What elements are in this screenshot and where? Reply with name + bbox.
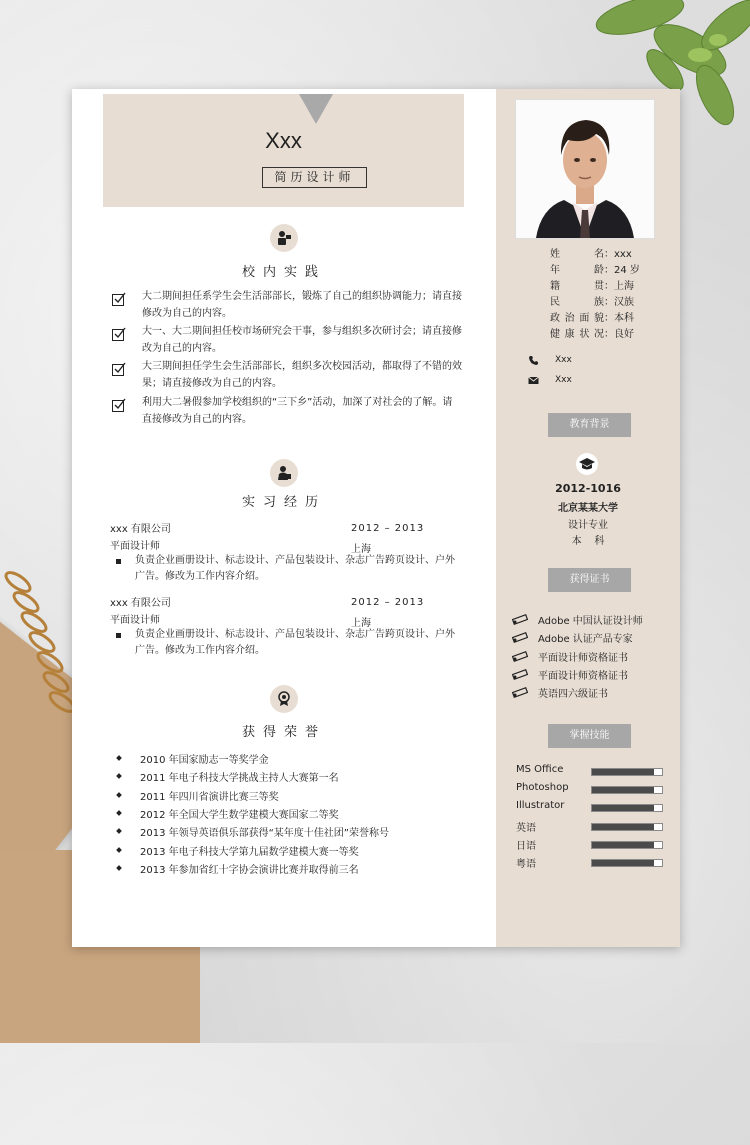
skill-bar — [591, 786, 663, 794]
portrait-image — [516, 100, 654, 238]
job-date: 2012 – 2013 — [351, 597, 425, 608]
honor-text: 2013 年领导英语俱乐部获得“某年度十佳社团”荣誉称号 — [140, 828, 389, 839]
profile-photo — [515, 99, 655, 239]
internship-icon — [270, 459, 298, 487]
candidate-name: Xxx — [265, 128, 302, 153]
phone-value: Xxx — [555, 355, 572, 365]
practice-text: 大一、大二期间担任校市场研究会干事，参与组织多次研讨会；请直接修改为自己的内容。 — [142, 326, 462, 354]
header-notch-decoration — [299, 94, 333, 124]
skills-heading: 掌握技能 — [548, 724, 631, 748]
info-label: 籍贯 — [550, 281, 604, 292]
certificate-icon — [512, 632, 528, 643]
skill-bar-fill — [592, 787, 654, 793]
honor-text: 2011 年电子科技大学挑战主持人大赛第一名 — [140, 773, 339, 784]
job-title: 简历设计师 — [262, 167, 367, 188]
info-row-ethnicity — [550, 293, 634, 308]
diamond-bullet-icon — [116, 810, 122, 816]
certificate-text: 平面设计师资格证书 — [538, 653, 628, 664]
honor-text: 2013 年参加省红十字协会演讲比赛并取得前三名 — [140, 865, 359, 876]
education-heading: 教育背景 — [548, 413, 631, 437]
skill-bar — [591, 823, 663, 831]
diamond-bullet-icon — [116, 755, 122, 761]
skill-label: 英语 — [516, 823, 536, 834]
company-name: xxx 有限公司 — [110, 598, 171, 609]
education-years: 2012-1016 — [555, 482, 621, 495]
info-label: 政治面貌 — [550, 313, 604, 324]
graduation-cap-icon — [576, 453, 598, 475]
practice-item — [112, 288, 462, 322]
resume-sidebar — [496, 89, 680, 947]
section-title-internship: 实习经历 — [241, 495, 326, 510]
skill-bar-fill — [592, 769, 654, 775]
practice-text: 大二期间担任系学生会生活部部长，锻炼了自己的组织协调能力；请直接修改为自己的内容。 — [142, 291, 462, 319]
certificate-text: 英语四六级证书 — [538, 689, 608, 700]
education-school: 北京某某大学 — [558, 503, 618, 514]
info-label: 健康状况 — [550, 329, 604, 340]
info-value: ：xxx — [604, 249, 632, 260]
skill-bar-fill — [592, 805, 654, 811]
diamond-bullet-icon — [116, 792, 122, 798]
skill-bar — [591, 841, 663, 849]
education-degree: 本 科 — [571, 536, 605, 547]
skill-label: Illustrator — [516, 800, 565, 811]
practice-icon — [270, 224, 298, 252]
diamond-bullet-icon — [116, 865, 122, 871]
info-row-health — [550, 325, 634, 340]
practice-item — [112, 358, 462, 392]
certificate-text: 平面设计师资格证书 — [538, 671, 628, 682]
certificate-icon — [512, 669, 528, 680]
job-role: 平面设计师 — [110, 615, 160, 626]
skill-bar — [591, 804, 663, 812]
skill-label: 日语 — [516, 841, 536, 852]
phone-icon — [528, 355, 539, 366]
job-city: 上海 — [351, 618, 371, 629]
practice-item — [112, 323, 462, 357]
internship-entry — [110, 520, 460, 580]
mail-icon — [528, 375, 539, 386]
resume-header — [103, 94, 464, 207]
practice-text: 大三期间担任学生会生活部部长，组织多次校园活动，都取得了不错的效果；请直接修改为自己的内容。 — [142, 361, 462, 389]
certificates-heading: 获得证书 — [548, 568, 631, 592]
skill-label: 粤语 — [516, 859, 536, 870]
job-date: 2012 – 2013 — [351, 523, 425, 534]
info-value: ：良好 — [604, 329, 634, 340]
job-description: 负责企业画册设计、标志设计、产品包装设计、杂志广告跨页设计、户外广告。修改为工作内容介绍。 — [135, 629, 455, 656]
skill-label: Photoshop — [516, 782, 569, 793]
skill-bar — [591, 768, 663, 776]
job-role: 平面设计师 — [110, 541, 160, 552]
info-row-origin — [550, 277, 634, 292]
info-row-age — [550, 261, 640, 276]
email-value: Xxx — [555, 375, 572, 385]
honor-text: 2012 年全国大学生数学建模大赛国家二等奖 — [140, 810, 339, 821]
diamond-bullet-icon — [116, 773, 122, 779]
skill-label: MS Office — [516, 764, 564, 775]
checkbox-icon — [112, 292, 126, 306]
skill-bar-fill — [592, 824, 654, 830]
info-value: ：汉族 — [604, 297, 634, 308]
resume-page — [72, 89, 680, 947]
notebook-spiral-decoration — [0, 570, 80, 740]
honor-text: 2011 年四川省演讲比赛三等奖 — [140, 792, 279, 803]
skill-bar — [591, 859, 663, 867]
info-label: 姓名 — [550, 249, 604, 260]
honor-text: 2013 年电子科技大学第九届数学建模大赛一等奖 — [140, 847, 359, 858]
job-city: 上海 — [351, 544, 371, 555]
info-value: ：24 岁 — [604, 265, 640, 276]
diamond-bullet-icon — [116, 828, 122, 834]
info-row-political — [550, 309, 634, 324]
bullet-icon — [116, 633, 121, 638]
education-major: 设计专业 — [568, 520, 608, 531]
info-row-name — [550, 245, 632, 260]
job-description: 负责企业画册设计、标志设计、产品包装设计、杂志广告跨页设计、户外广告。修改为工作内容介绍。 — [135, 555, 455, 582]
checkbox-icon — [112, 362, 126, 376]
checkbox-icon — [112, 398, 126, 412]
info-label: 年龄 — [550, 265, 604, 276]
practice-item — [112, 394, 457, 428]
internship-entry — [110, 594, 460, 654]
certificate-icon — [512, 651, 528, 662]
section-title-practice: 校内实践 — [241, 265, 326, 280]
info-value: ：本科 — [604, 313, 634, 324]
company-name: xxx 有限公司 — [110, 524, 171, 535]
practice-text: 利用大二暑假参加学校组织的“三下乡”活动，加深了对社会的了解。请直接修改为自己的内容。 — [142, 397, 453, 425]
honor-text: 2010 年国家励志一等奖学金 — [140, 755, 269, 766]
skill-bar-fill — [592, 860, 654, 866]
certificate-icon — [512, 614, 528, 625]
checkbox-icon — [112, 327, 126, 341]
certificate-text: Adobe 认证产品专家 — [538, 634, 633, 645]
info-label: 民族 — [550, 297, 604, 308]
certificate-icon — [512, 687, 528, 698]
certificate-text: Adobe 中国认证设计师 — [538, 616, 643, 627]
honor-icon — [270, 685, 298, 713]
bullet-icon — [116, 559, 121, 564]
skill-bar-fill — [592, 842, 654, 848]
section-title-honors: 获得荣誉 — [241, 725, 326, 740]
diamond-bullet-icon — [116, 847, 122, 853]
info-value: ：上海 — [604, 281, 634, 292]
